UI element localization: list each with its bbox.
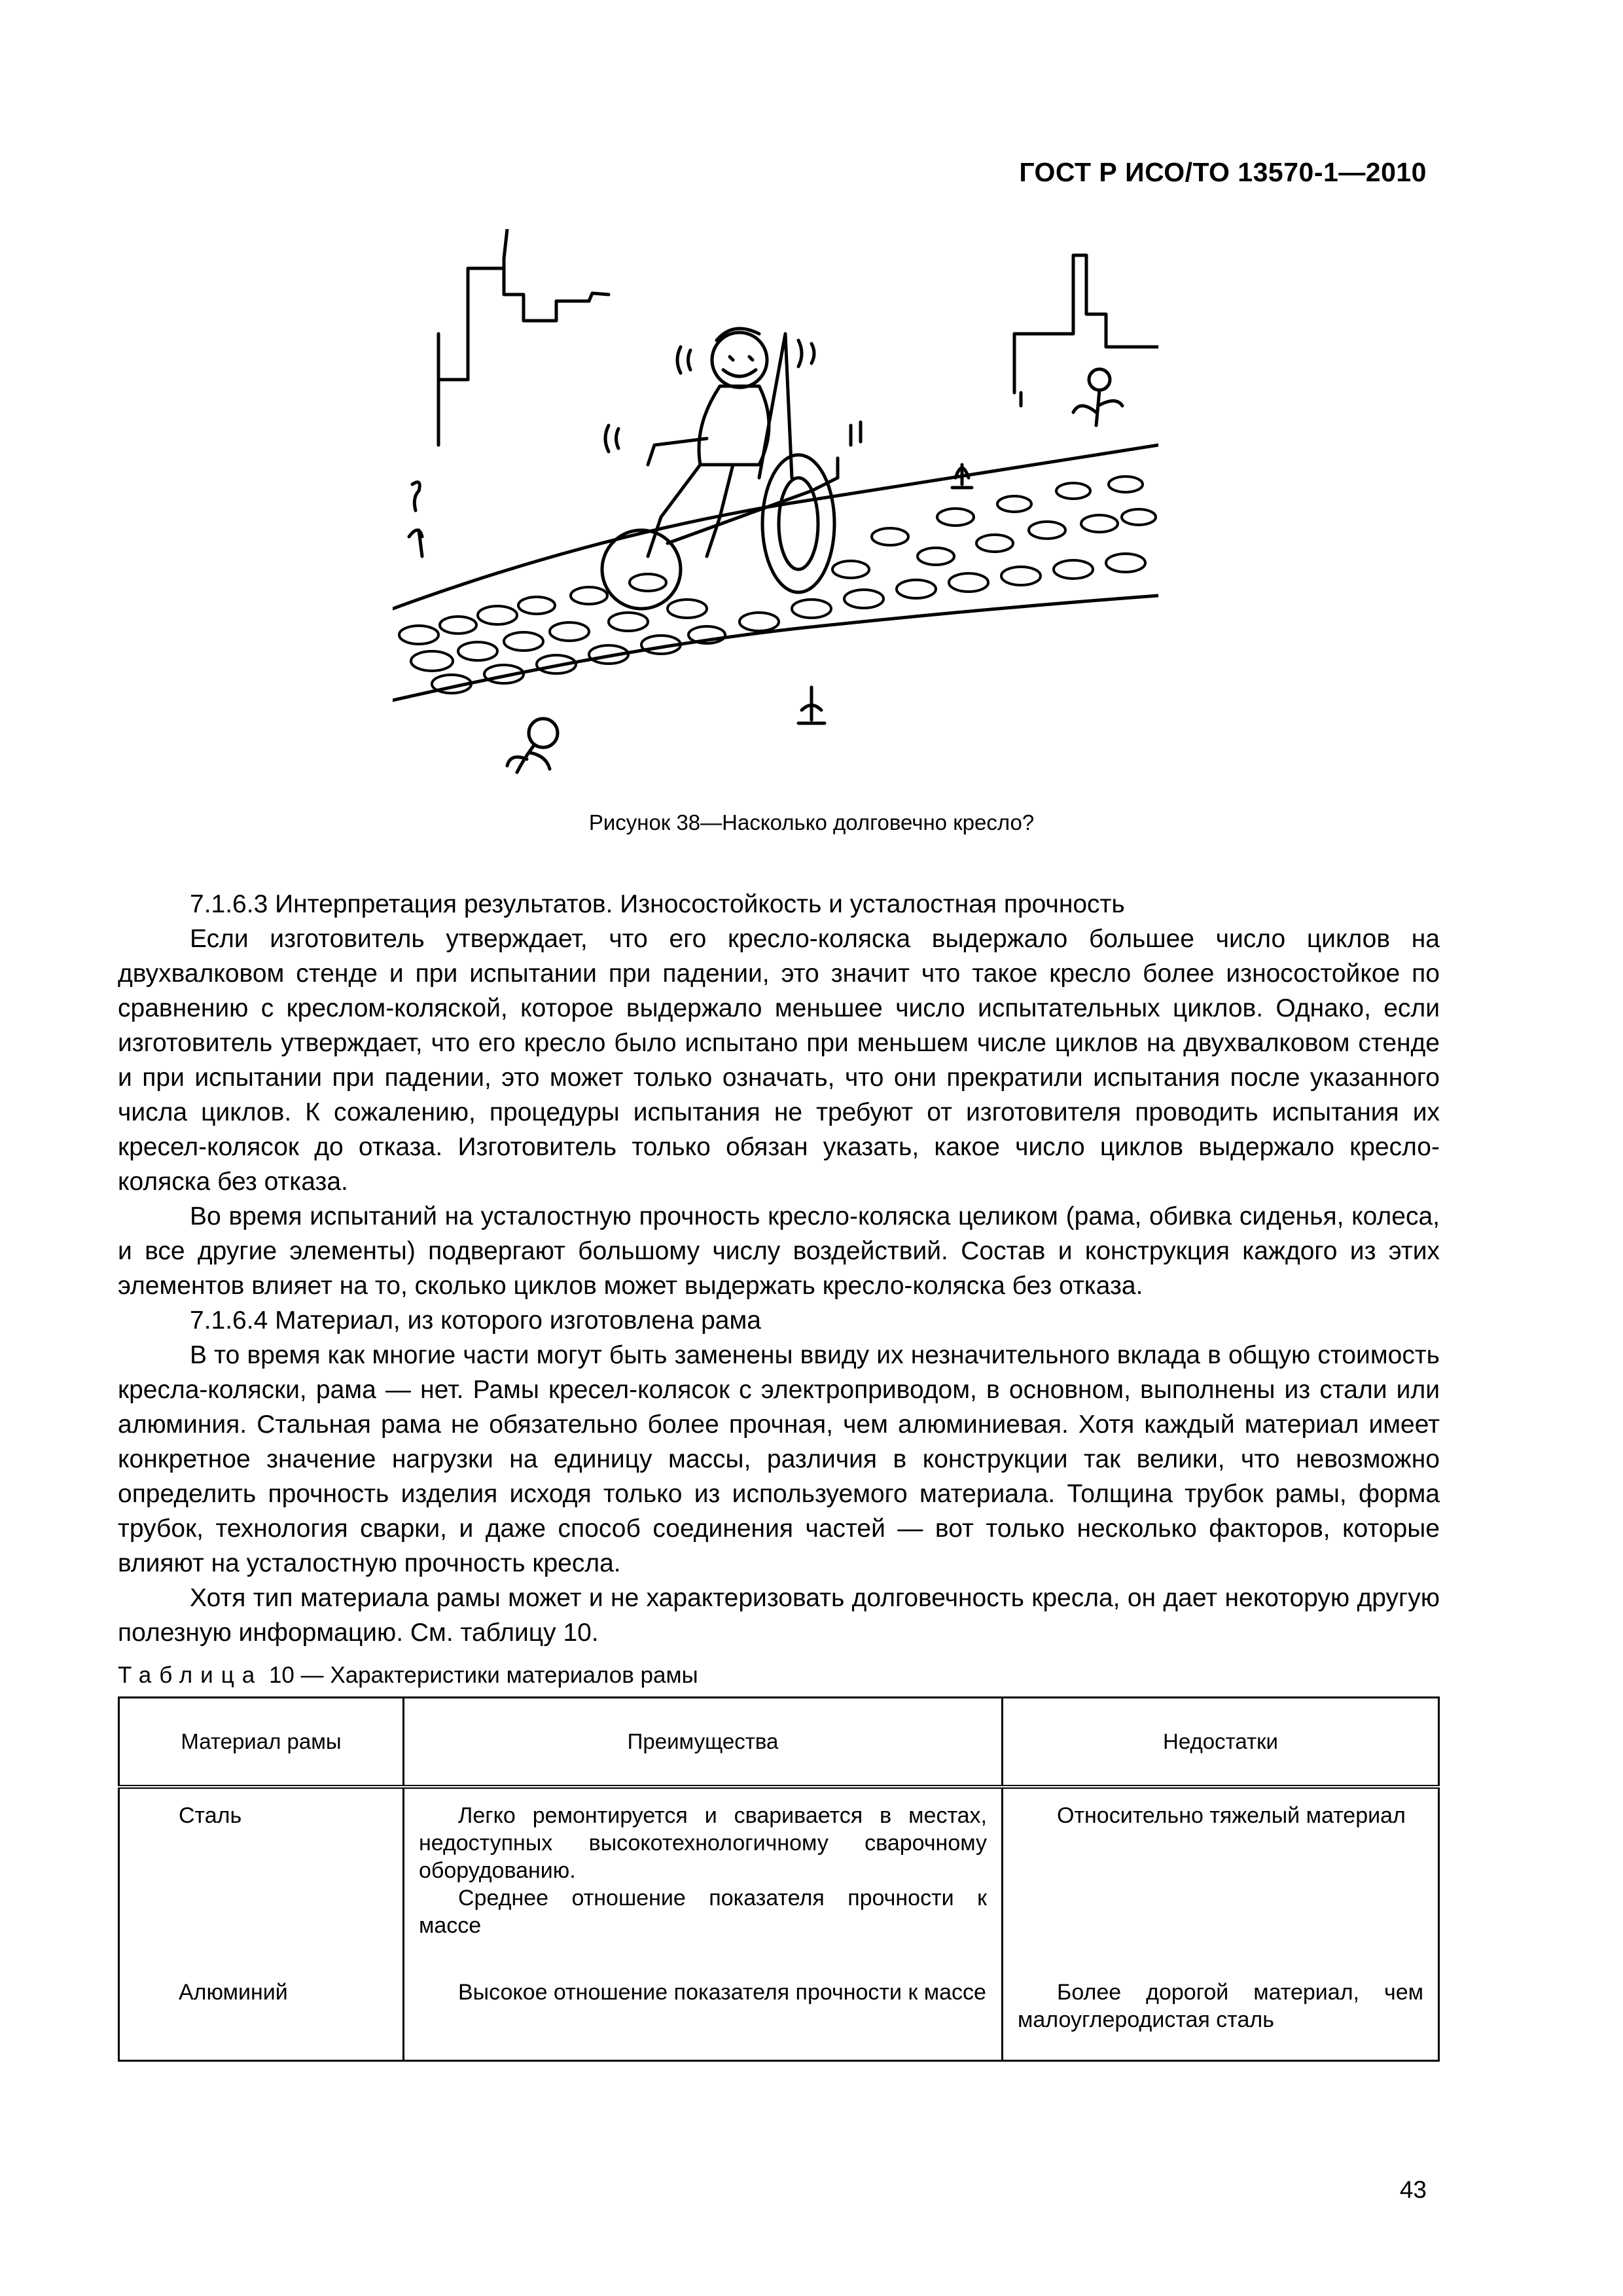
paragraph: В то время как многие части могут быть заменены ввиду их незначительного вклада в общую стоимость кресла-коляски, рама — нет. Рамы кресел-колясок с электроприводом, в основном, выполнены из стали или алюминия. Стальная рама не обязательно более прочная, чем алюминиевая. Хотя каждый материал имеет конкретное значение нагрузки на единицу массы, различия в конструкции так велики, что невозможно определить прочность изделия исходя только из используемого материала. Толщина трубок рамы, форма трубок, технология сварки, и даже способ соединения частей — вот только несколько факторов, которые влияют на усталостную прочность кресла. <box>118 1341 1440 1577</box>
section-heading-7-1-6-4: 7.1.6.4 Материал, из которого изготовлена рама <box>190 1306 761 1335</box>
advantage-item: Высокое отношение показателя прочности к массе <box>458 1980 986 2005</box>
material-cell: Сталь <box>119 1787 404 1965</box>
table-label: Таблица <box>118 1662 263 1688</box>
paragraph: Во время испытаний на усталостную прочность кресло-коляска целиком (рама, обивка сиденья, колеса, и все другие элементы) подвергают большому числу воздействий. Состав и конструкция каждого из этих элементов влияет на то, сколько циклов может выдержать кресло-коляска без отказа. <box>118 1202 1440 1300</box>
page-number: 43 <box>1399 2176 1427 2203</box>
figure-caption: Рисунок 38—Насколько долговечно кресло? <box>588 810 1035 834</box>
material-cell: Алюминий <box>119 1965 404 2061</box>
table-header-row <box>119 1698 1439 1787</box>
cartoon-illustration <box>393 229 1158 792</box>
document-code: ГОСТ Р ИСО/ТО 13570-1—2010 <box>1019 157 1427 187</box>
advantage-item: Легко ремонтируется и сваривается в местах, недоступных высокотехнологичному сварочному оборудованию. <box>419 1803 987 1883</box>
disadvantage-item: Относительно тяжелый материал <box>1057 1803 1406 1828</box>
disadvantage-item: Более дорогой материал, чем малоуглеродистая сталь <box>1018 1980 1423 2032</box>
advantage-item: Среднее отношение показателя прочности к массе <box>419 1886 987 1938</box>
header-material: Материал рамы <box>119 1698 404 1787</box>
body-text <box>118 887 1440 1650</box>
disadvantages-cell <box>1003 1787 1439 1965</box>
frame-materials-table <box>118 1696 1440 2062</box>
disadvantages-cell <box>1003 1965 1439 2061</box>
header-advantages: Преимущества <box>404 1698 1003 1787</box>
section-heading-7-1-6-3: 7.1.6.3 Интерпретация результатов. Износостойкость и усталостная прочность <box>190 890 1125 918</box>
table-caption: 10 — Характеристики материалов рамы <box>268 1662 698 1688</box>
table-row <box>119 1965 1439 2061</box>
table-title <box>118 1662 698 1689</box>
header-disadvantages: Недостатки <box>1003 1698 1439 1787</box>
advantages-cell <box>404 1787 1003 1965</box>
paragraph: Если изготовитель утверждает, что его кресло-коляска выдержало большее число циклов на двухвалковом стенде и при испытании при падении, это значит что такое кресло более износостойкое по сравнению с креслом-коляской, которое выдержало меньшее число испытательных циклов. Однако, если изготовитель утверждает, что его кресло было испытано при меньшем числе циклов на двухвалковом стенде и при испытании при падении, это может только означать, что они прекратили испытания после указанного числа циклов. К сожалению, процедуры испытания не требуют от изготовителя проводить испытания их кресел-колясок до отказа. Изготовитель только обязан указать, какое число циклов выдержало кресло-коляска без отказа. <box>118 925 1440 1196</box>
table-row <box>119 1787 1439 1965</box>
advantages-cell <box>404 1965 1003 2061</box>
paragraph: Хотя тип материала рамы может и не характеризовать долговечность кресла, он дает некоторую другую полезную информацию. См. таблицу 10. <box>118 1584 1440 1647</box>
